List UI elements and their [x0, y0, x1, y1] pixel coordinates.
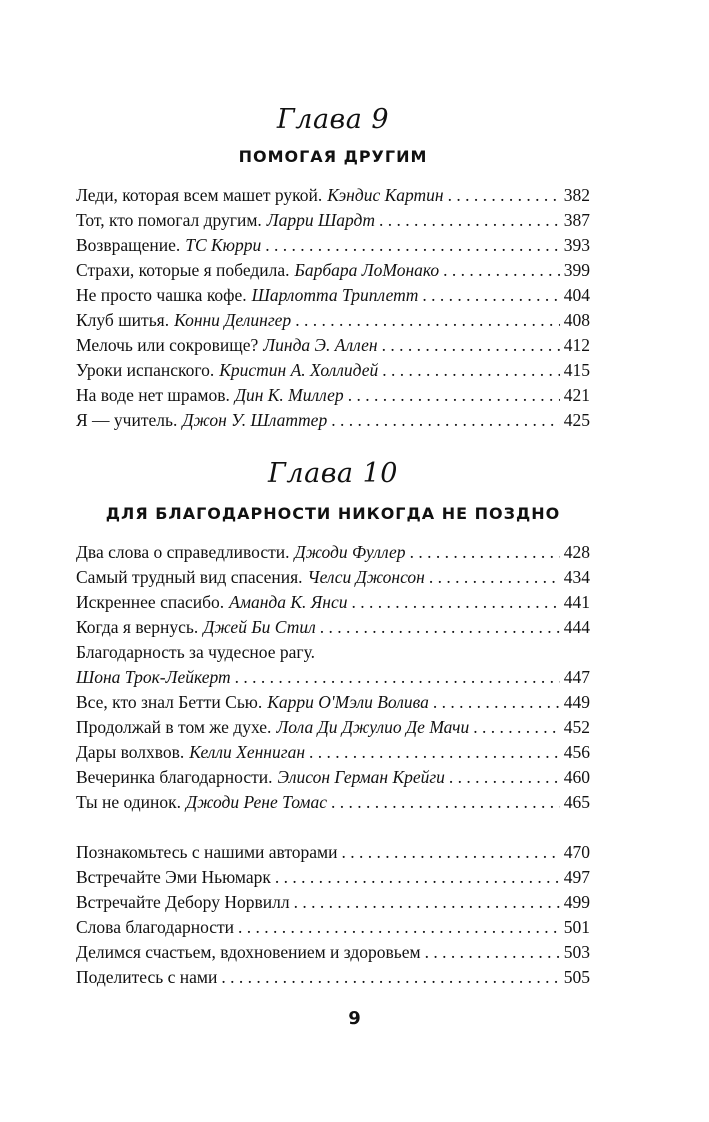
entry-author: Джон У. Шлаттер — [182, 410, 328, 430]
entry-title: Возвращение. — [76, 235, 181, 255]
toc-entry[interactable] — [76, 333, 590, 358]
entry-author: Келли Хенниган — [189, 742, 305, 762]
entry-title: Уроки испанского. — [76, 360, 215, 380]
backmatter-entries — [76, 840, 590, 990]
entry-page: 497 — [563, 867, 590, 887]
toc-entry[interactable] — [76, 540, 590, 565]
leader-dots — [351, 590, 559, 615]
entry-author: Джей Би Стил — [203, 617, 316, 637]
entry-page: 460 — [563, 767, 590, 787]
entry-author: Конни Делингер — [174, 310, 292, 330]
toc-entry[interactable] — [76, 615, 590, 640]
entry-title: Благодарность за чудесное рагу. — [76, 642, 315, 662]
leader-dots — [379, 208, 560, 233]
toc-entry[interactable] — [76, 665, 590, 690]
leader-dots — [448, 183, 560, 208]
entry-title: Тот, кто помогал другим. — [76, 210, 262, 230]
leader-dots — [449, 765, 560, 790]
toc-entry[interactable] — [76, 233, 590, 258]
entry-author: Шона Трок-Лейкерт — [76, 667, 231, 687]
chapter-9-entries — [76, 183, 590, 433]
entry-page: 456 — [563, 742, 590, 762]
entry-author: Шарлотта Триплетт — [251, 285, 419, 305]
entry-author: Джоди Рене Томас — [185, 792, 327, 812]
entry-page: 425 — [563, 410, 590, 430]
entry-title: Клуб шитья. — [76, 310, 170, 330]
entry-author: Челси Джонсон — [307, 567, 425, 587]
entry-page: 465 — [563, 792, 590, 812]
entry-page: 393 — [563, 235, 590, 255]
entry-title: Мелочь или сокровище? — [76, 335, 259, 355]
entry-page: 499 — [563, 892, 590, 912]
toc-entry[interactable] — [76, 590, 590, 615]
entry-title: Познакомьтесь с нашими авторами — [76, 842, 338, 862]
entry-page: 444 — [563, 617, 590, 637]
toc-entry[interactable] — [76, 183, 590, 208]
entry-page: 421 — [563, 385, 590, 405]
entry-title: Два слова о справедливости. — [76, 542, 290, 562]
entry-page: 470 — [563, 842, 590, 862]
toc-entry[interactable] — [76, 358, 590, 383]
entry-title: Поделитесь с нами — [76, 967, 218, 987]
entry-title: Все, кто знал Бетти Сью. — [76, 692, 263, 712]
page-number: 9 — [348, 1008, 361, 1029]
toc-entry[interactable] — [76, 283, 590, 308]
leader-dots — [235, 665, 560, 690]
leader-dots — [341, 840, 559, 865]
entry-title: Самый трудный вид спасения. — [76, 567, 303, 587]
entry-title: Когда я вернусь. — [76, 617, 199, 637]
entry-title: Продолжай в том же духе. — [76, 717, 272, 737]
entry-page: 412 — [563, 335, 590, 355]
toc-entry-title-line[interactable] — [76, 640, 590, 665]
entry-page: 387 — [563, 210, 590, 230]
entry-page: 447 — [563, 667, 590, 687]
chapter-9-title: Глава 9 — [276, 104, 390, 135]
entry-author: Лола Ди Джулио Де Мачи — [276, 717, 470, 737]
entry-title: Ты не одинок. — [76, 792, 181, 812]
entry-title: Встречайте Дебору Норвилл — [76, 892, 290, 912]
leader-dots — [238, 915, 560, 940]
entry-page: 428 — [563, 542, 590, 562]
toc-entry[interactable] — [76, 740, 590, 765]
entry-title: Страхи, которые я победила. — [76, 260, 290, 280]
toc-entry[interactable] — [76, 208, 590, 233]
entry-title: Я — учитель. — [76, 410, 178, 430]
entry-page: 382 — [563, 185, 590, 205]
entry-page: 452 — [563, 717, 590, 737]
entry-page: 505 — [563, 967, 590, 987]
toc-entry[interactable] — [76, 765, 590, 790]
toc-entry[interactable] — [76, 383, 590, 408]
chapter-10-title: Глава 10 — [268, 458, 398, 489]
entry-title: Вечеринка благодарности. — [76, 767, 273, 787]
leader-dots — [275, 865, 560, 890]
leader-dots — [331, 790, 560, 815]
toc-entry[interactable] — [76, 565, 590, 590]
toc-entry[interactable] — [76, 690, 590, 715]
entry-author: Аманда К. Янси — [229, 592, 348, 612]
leader-dots — [221, 965, 559, 990]
leader-dots — [429, 565, 560, 590]
entry-author: Кэндис Картин — [327, 185, 444, 205]
leader-dots — [295, 308, 560, 333]
entry-title: Не просто чашка кофе. — [76, 285, 247, 305]
toc-entry[interactable] — [76, 715, 590, 740]
toc-entry[interactable] — [76, 915, 590, 940]
leader-dots — [382, 358, 559, 383]
leader-dots — [294, 890, 560, 915]
entry-title: Встречайте Эми Ньюмарк — [76, 867, 271, 887]
entry-author: ТС Кюрри — [185, 235, 262, 255]
leader-dots — [443, 258, 560, 283]
entry-author: Ларри Шардт — [266, 210, 376, 230]
leader-dots — [422, 283, 559, 308]
toc-entry[interactable] — [76, 965, 590, 990]
entry-page: 415 — [563, 360, 590, 380]
leader-dots — [433, 690, 560, 715]
toc-entry[interactable] — [76, 790, 590, 815]
entry-title: Слова благодарности — [76, 917, 235, 937]
entry-page: 449 — [563, 692, 590, 712]
entry-page: 404 — [563, 285, 590, 305]
leader-dots — [410, 540, 560, 565]
entry-author: Барбара ЛоМонако — [294, 260, 440, 280]
entry-author: Джоди Фуллер — [294, 542, 406, 562]
entry-title: Дары волхвов. — [76, 742, 185, 762]
toc-entry[interactable] — [76, 408, 590, 433]
toc-entry[interactable] — [76, 940, 590, 965]
entry-title: На воде нет шрамов. — [76, 385, 230, 405]
chapter-10-subtitle: ДЛЯ БЛАГОДАРНОСТИ НИКОГДА НЕ ПОЗДНО — [105, 504, 561, 523]
entry-page: 441 — [563, 592, 590, 612]
entry-title: Искреннее спасибо. — [76, 592, 225, 612]
entry-page: 503 — [563, 942, 590, 962]
leader-dots — [265, 233, 560, 258]
leader-dots — [331, 408, 560, 433]
entry-title: Делимся счастьем, вдохновением и здоровьем — [76, 942, 421, 962]
entry-title: Леди, которая всем машет рукой. — [76, 185, 323, 205]
entry-page: 434 — [563, 567, 590, 587]
entry-author: Кристин А. Холлидей — [219, 360, 379, 380]
entry-page: 399 — [563, 260, 590, 280]
leader-dots — [473, 715, 559, 740]
leader-dots — [320, 615, 560, 640]
leader-dots — [309, 740, 560, 765]
entry-page: 408 — [563, 310, 590, 330]
entry-author: Линда Э. Аллен — [263, 335, 378, 355]
toc-entry[interactable] — [76, 865, 590, 890]
toc-entry[interactable] — [76, 890, 590, 915]
entry-author: Дин К. Миллер — [234, 385, 344, 405]
entry-page: 501 — [563, 917, 590, 937]
leader-dots — [382, 333, 560, 358]
toc-entry[interactable] — [76, 308, 590, 333]
entry-author: Карри О'Мэли Волива — [267, 692, 429, 712]
chapter-10-entries — [76, 540, 590, 815]
toc-entry[interactable] — [76, 840, 590, 865]
chapter-9-subtitle: ПОМОГАЯ ДРУГИМ — [238, 147, 428, 166]
toc-entry[interactable] — [76, 258, 590, 283]
entry-author: Элисон Герман Крейги — [277, 767, 445, 787]
leader-dots — [425, 940, 560, 965]
leader-dots — [348, 383, 560, 408]
